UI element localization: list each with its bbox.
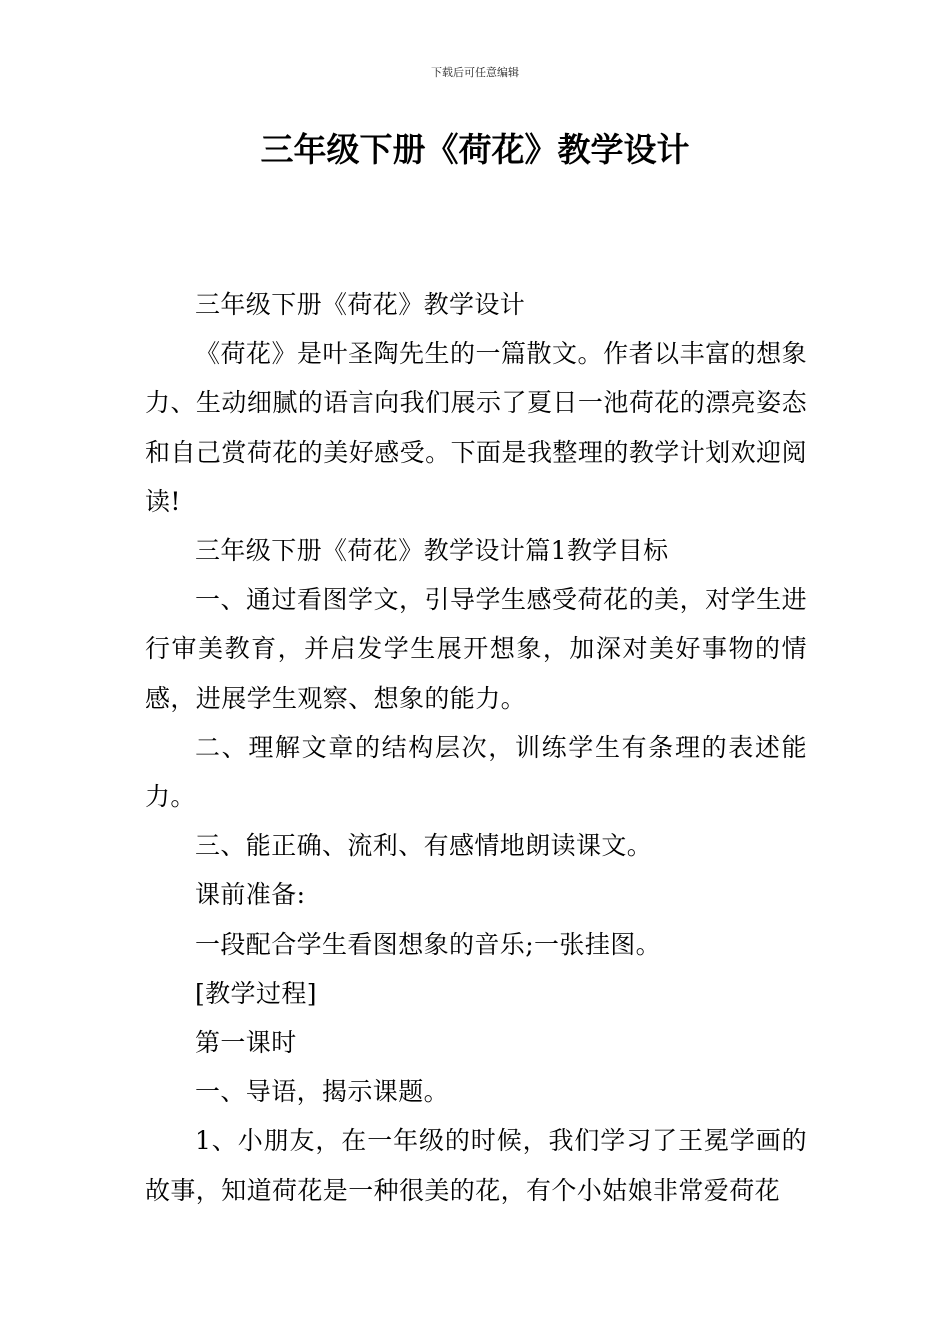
- document-body: [145, 280, 807, 1215]
- paragraph-preparation-label: 课前准备:: [195, 880, 306, 910]
- paragraph-section-heading: 三年级下册《荷花》教学设计篇1教学目标: [195, 536, 669, 566]
- paragraph-subtitle: 三年级下册《荷花》教学设计: [195, 290, 526, 319]
- document-title: 三年级下册《荷花》教学设计: [260, 130, 690, 169]
- paragraph-step-1-1: 1、小朋友，在一年级的时候，我们学习了王冕学画的故事，知道荷花是一种很美的花，有个小姑娘非常爱荷花: [145, 1126, 807, 1205]
- paragraph-intro: 《荷花》是叶圣陶先生的一篇散文。作者以丰富的想象力、生动细腻的语言向我们展示了夏日一池荷花的漂亮姿态和自己赏荷花的美好感受。下面是我整理的教学计划欢迎阅读!: [145, 339, 807, 516]
- paragraph-lesson-1: 第一课时: [195, 1028, 297, 1058]
- paragraph-objective-2: 二、理解文章的结构层次，训练学生有条理的表述能力。: [145, 732, 807, 812]
- paragraph-step-1: 一、导语，揭示课题。: [195, 1077, 450, 1107]
- paragraph-process-heading: [教学过程]: [195, 978, 317, 1008]
- paragraph-objective-1: 一、通过看图学文，引导学生感受荷花的美，对学生进行审美教育，并启发学生展开想象，加深对美好事物的情感，进展学生观察、想象的能力。: [145, 585, 807, 713]
- header-note: 下载后可任意编辑: [431, 66, 519, 79]
- paragraph-objective-3: 三、能正确、流利、有感情地朗读课文。: [195, 831, 653, 861]
- paragraph-preparation: 一段配合学生看图想象的音乐;一张挂图。: [195, 929, 662, 959]
